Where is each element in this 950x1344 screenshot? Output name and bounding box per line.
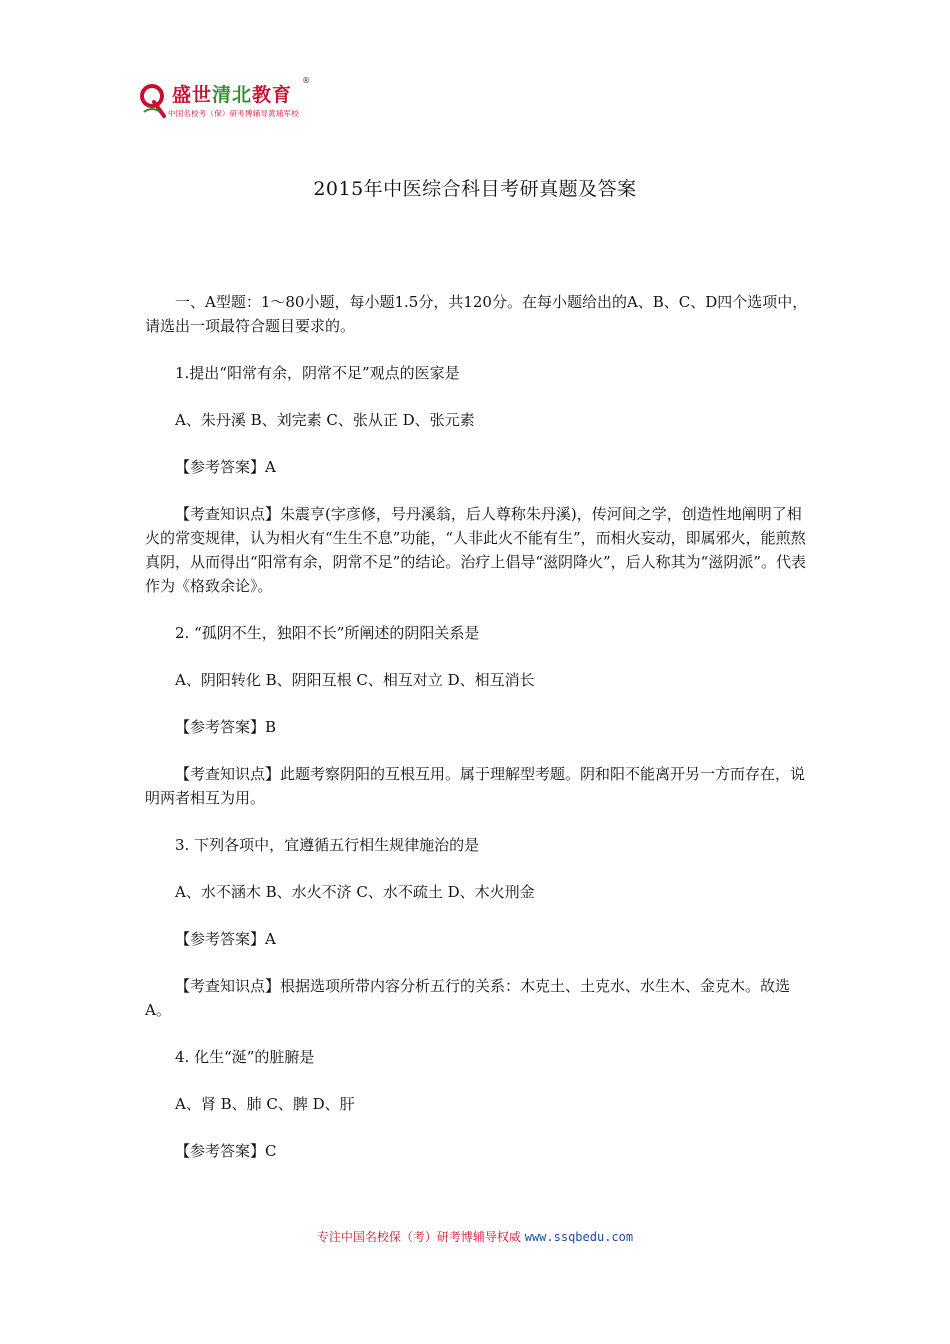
question-4-options: A、肾 B、肺 C、脾 D、肝	[175, 1095, 355, 1113]
footer-link[interactable]: www.ssqbedu.com	[524, 1230, 634, 1244]
question-4: 4. 化生“涎”的脏腑是	[175, 1048, 315, 1066]
question-4-answer: 【参考答案】C	[175, 1142, 277, 1160]
logo-text-red: 盛世	[172, 84, 213, 106]
question-3-answer: 【参考答案】A	[175, 930, 276, 948]
question-3-options: A、水不涵木 B、水火不济 C、水不疏土 D、木火刑金	[175, 883, 535, 901]
question-3-explanation: 【考查知识点】根据选项所带内容分析五行的关系：木克土、土克水、水生木、金克木。故选A。	[145, 977, 791, 1019]
logo-text-green: 清北	[212, 84, 253, 106]
question-1-explanation: 【考查知识点】朱震亨(字彦修，号丹溪翁，后人尊称朱丹溪)，传河间之学，创造性地阐明了相火的常变规律，认为相火有“生生不息”功能，“人非此火不能有生”，而相火妄动，即属邪火，能煎熬真阴，从而得出“阳常有余，阴常不足”的结论。治疗上倡导“滋阴降火”，后人称其为“滋阴派”。代表作为《格致余论》。	[145, 505, 807, 595]
page-footer	[0, 1228, 950, 1245]
question-2-answer: 【参考答案】B	[175, 718, 277, 736]
question-1-options: A、朱丹溪 B、刘完素 C、张从正 D、张元素	[175, 411, 475, 429]
question-3: 3. 下列各项中，宜遵循五行相生规律施治的是	[175, 836, 480, 854]
logo-tagline: 中国名校考（保）研考博辅导黄埔军校	[168, 109, 299, 118]
logo-emblem-icon	[140, 82, 168, 122]
brand-logo	[146, 76, 326, 124]
question-2: 2. “孤阴不生，独阳不长”所阐述的阴阳关系是	[175, 624, 480, 642]
document-body	[145, 290, 809, 1186]
registered-mark: ®	[302, 76, 310, 85]
document-title: 2015年中医综合科目考研真题及答案	[313, 178, 637, 200]
logo-wordmark	[172, 80, 292, 107]
footer-text: 专注中国名校保（考）研考博辅导权威	[316, 1230, 525, 1244]
question-1-answer: 【参考答案】A	[175, 458, 276, 476]
question-2-options: A、阴阳转化 B、阴阳互根 C、相互对立 D、相互消长	[175, 671, 535, 689]
logo-text-red-2: 教育	[252, 84, 293, 106]
section-instruction: 一、A型题：1～80小题，每小题1.5分，共120分。在每小题给出的A、B、C、D四个选项中，请选出一项最符合题目要求的。	[145, 293, 808, 335]
question-1: 1.提出“阳常有余，阴常不足”观点的医家是	[175, 364, 460, 382]
question-2-explanation: 【考查知识点】此题考察阴阳的互根互用。属于理解型考题。阴和阳不能离开另一方而存在，说明两者相互为用。	[145, 765, 806, 807]
